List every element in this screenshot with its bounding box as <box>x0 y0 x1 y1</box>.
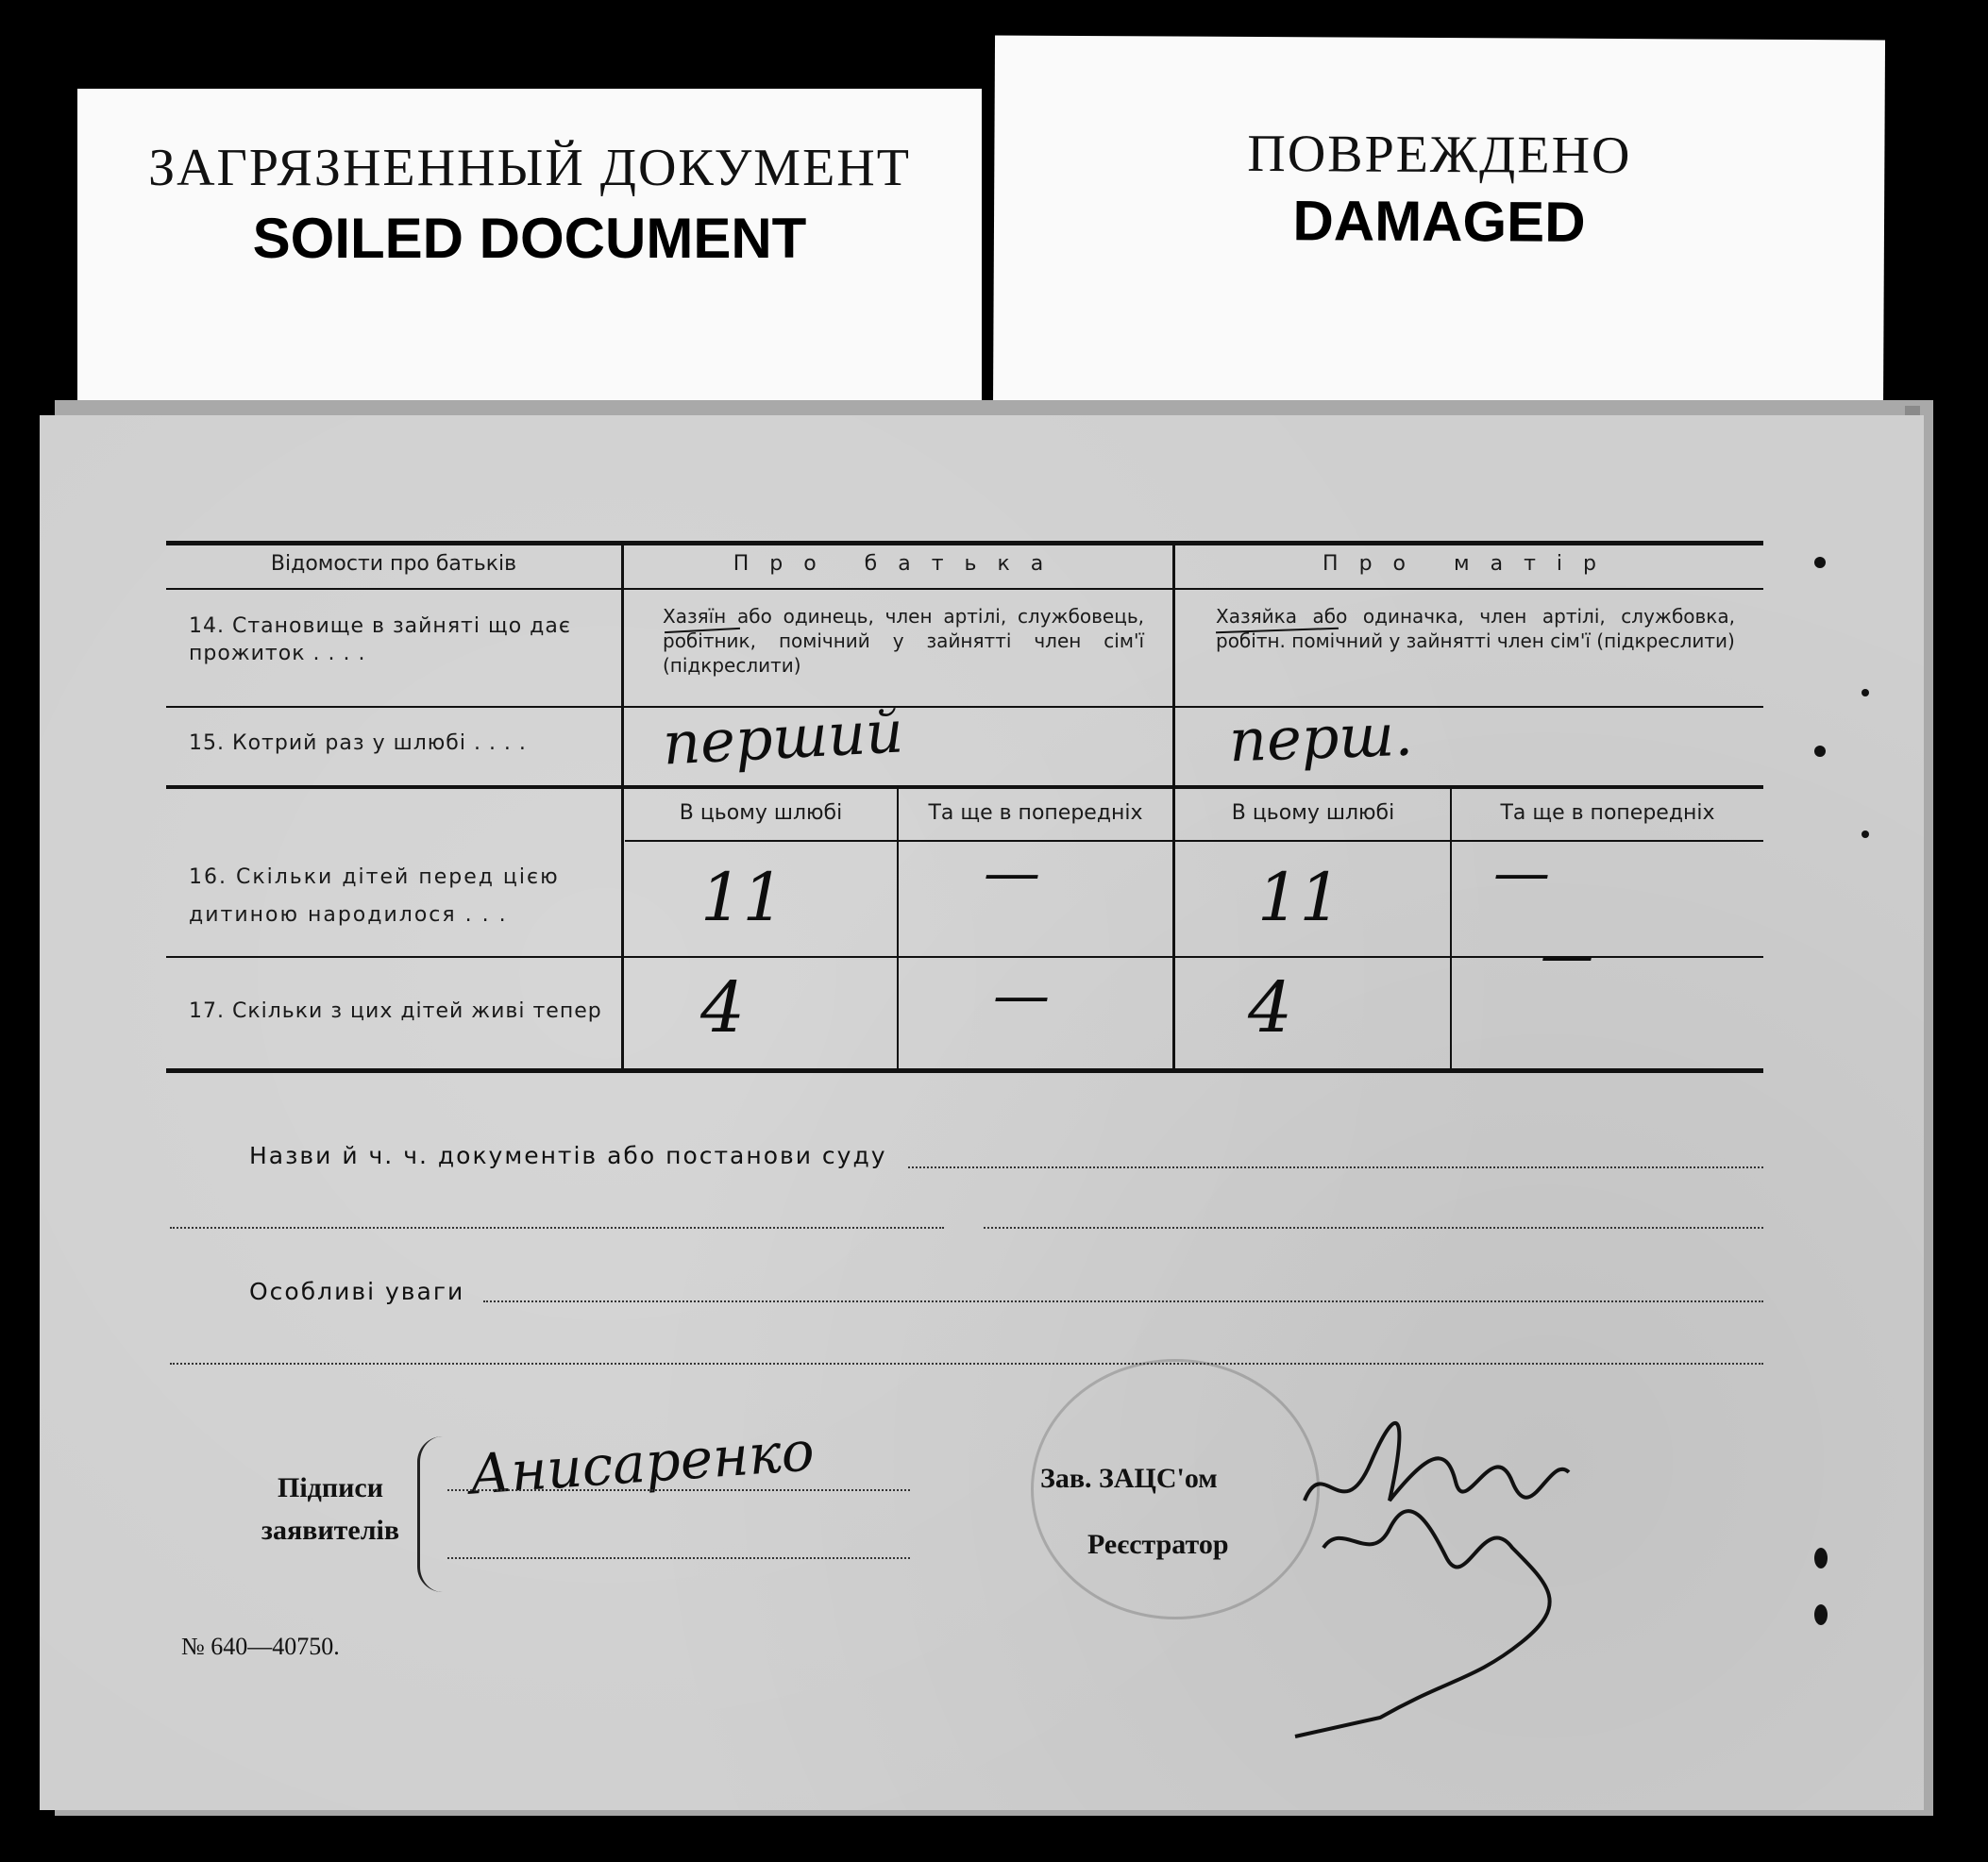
head-of-registry-label: Зав. ЗАЦС'ом <box>1040 1463 1218 1494</box>
row16-label: 16. Скільки дітей перед цією дитиною народилося . . . <box>189 865 560 927</box>
row17-father-previous: — <box>993 963 1050 1029</box>
row14-mother-options: Хазяйка або одиначка, член артілі, службовка, робітн. помічний у зайнятті член сім'ї (підкреслити) <box>1216 605 1735 652</box>
applicant-sign-line-2 <box>447 1557 910 1559</box>
registrar-label: Реєстратор <box>1087 1529 1229 1560</box>
row16-father-this: 11 <box>700 859 785 936</box>
soiled-label-ru: ЗАГРЯЗНЕННЫЙ ДОКУМЕНТ <box>148 139 911 197</box>
soiled-label-en: SOILED DOCUMENT <box>252 207 807 270</box>
applicant-sign-line-1 <box>447 1489 910 1491</box>
notes-line-1 <box>483 1300 1763 1302</box>
damaged-card <box>993 36 1885 418</box>
soiled-document-card <box>77 89 982 424</box>
subheader-mother-this: В цьому шлюбі <box>1231 801 1395 825</box>
row17-label: 17. Скільки з цих дітей живі тепер <box>189 999 602 1023</box>
row17-mother-previous: — <box>1541 925 1593 986</box>
punch-hole <box>1814 1548 1828 1568</box>
row15-mother-value: перш. <box>1227 699 1414 776</box>
row16-father-previous: — <box>984 840 1040 906</box>
signature-brace <box>417 1436 443 1592</box>
punch-hole <box>1814 1604 1828 1625</box>
documents-line-3 <box>984 1227 1763 1229</box>
header-mother: Про матір <box>1323 552 1617 576</box>
row17-mother-this: 4 <box>1248 967 1293 1048</box>
documents-line-2 <box>170 1227 944 1229</box>
documents-label: Назви й ч. ч. документів або постанови суду <box>249 1142 887 1169</box>
notes-label: Особливі уваги <box>249 1278 465 1305</box>
form-number: № 640—40750. <box>181 1633 340 1660</box>
header-father: Про батька <box>733 552 1065 576</box>
subheader-father-this: В цьому шлюбі <box>679 801 843 825</box>
applicants-label-line1: Підписи <box>277 1472 384 1503</box>
row16-mother-previous: — <box>1493 840 1550 906</box>
punch-hole <box>1862 689 1869 696</box>
punch-hole <box>1814 746 1826 757</box>
official-signatures <box>1286 1397 1682 1793</box>
row14-father-options: Хазяїн або одинець, член артілі, службовець, робітник, помічний у зайнятті член сім'ї (підкреслити) <box>663 605 1144 677</box>
row15-label: 15. Котрий раз у шлюбі . . . . <box>189 731 527 755</box>
registration-form <box>40 415 1924 1810</box>
applicants-label-line2: заявителів <box>261 1515 400 1546</box>
row14-label: 14. Становище в зайняті що дає прожиток . . . . <box>189 614 571 665</box>
subheader-mother-previous: Та ще в попередніх <box>1500 801 1715 825</box>
applicant-signature: Анисаренко <box>467 1418 817 1507</box>
damaged-label-ru: ПОВРЕЖДЕНО <box>1247 124 1632 186</box>
row17-father-this: 4 <box>700 967 746 1048</box>
header-parents-info: Відомости про батьків <box>270 552 517 576</box>
punch-hole <box>1862 830 1869 838</box>
documents-line-1 <box>908 1166 1763 1168</box>
damaged-label-en: DAMAGED <box>1292 189 1586 254</box>
punch-hole <box>1814 557 1826 568</box>
notes-line-2 <box>170 1363 1763 1365</box>
subheader-father-previous: Та ще в попередніх <box>928 801 1143 825</box>
row15-father-value: перший <box>661 696 905 779</box>
row16-mother-this: 11 <box>1257 859 1342 936</box>
